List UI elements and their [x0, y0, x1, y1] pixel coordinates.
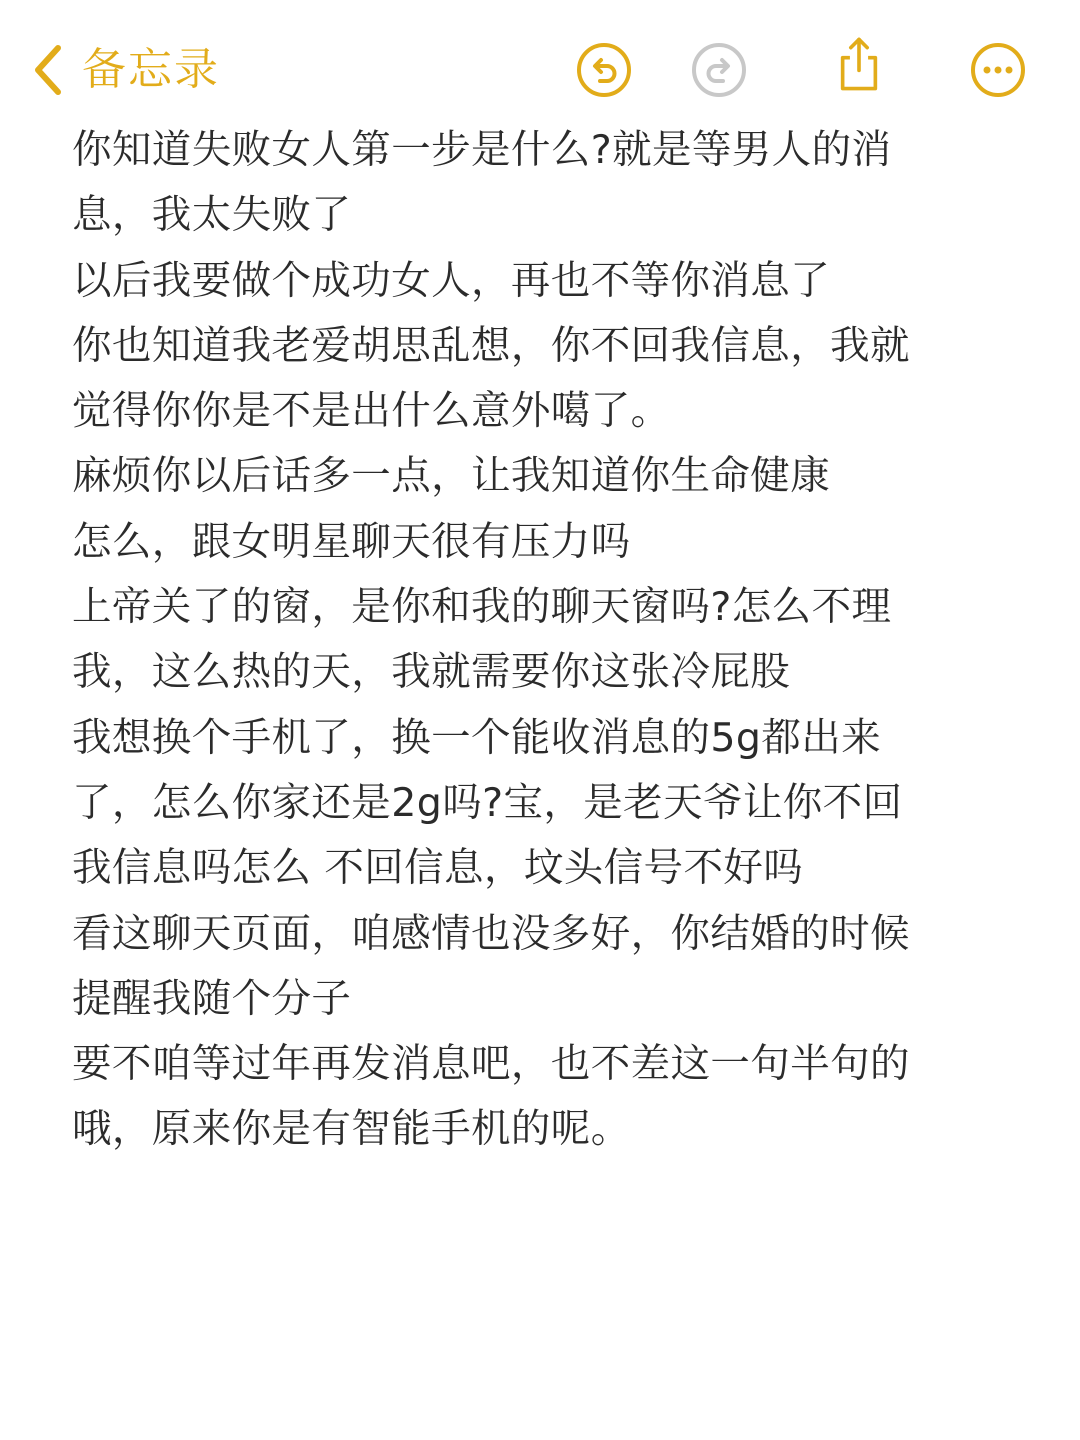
note-line: 麻烦你以后话多一点，让我知道你生命健康 — [72, 453, 831, 500]
note-body[interactable] — [72, 118, 1012, 1163]
note-line: 要不咱等过年再发消息吧，也不差这一句半句的 — [72, 1041, 910, 1088]
back-label: 备忘录 — [82, 44, 220, 95]
note-line: 上帝关了的窗，是你和我的聊天窗吗?怎么不理 — [72, 584, 892, 631]
note-line: 以后我要做个成功女人，再也不等你消息了 — [72, 257, 831, 304]
note-line: 觉得你你是不是出什么意外噶了。 — [72, 388, 671, 435]
back-button[interactable] — [28, 38, 220, 102]
note-line: 了，怎么你家还是2g吗?宝，是老天爷让你不回 — [72, 779, 903, 826]
undo-button[interactable] — [574, 40, 634, 100]
note-line: 提醒我随个分子 — [72, 975, 352, 1022]
note-line: 我想换个手机了，换一个能收消息的5g都出来 — [72, 714, 882, 761]
note-line: 息，我太失败了 — [72, 192, 352, 239]
note-line: 你知道失败女人第一步是什么?就是等男人的消 — [72, 127, 892, 173]
note-line: 怎么，跟女明星聊天很有压力吗 — [72, 518, 631, 565]
more-button[interactable] — [968, 40, 1028, 100]
navigation-bar — [0, 0, 1080, 130]
redo-button[interactable] — [689, 40, 749, 100]
note-line: 看这聊天页面，咱感情也没多好，你结婚的时候 — [72, 910, 910, 957]
share-button[interactable] — [829, 34, 889, 94]
note-line: 你也知道我老爱胡思乱想，你不回我信息，我就 — [72, 322, 910, 369]
note-line: 我信息吗怎么 不回信息，坟头信号不好吗 — [72, 845, 804, 892]
note-line: 我，这么热的天，我就需要你这张冷屁股 — [72, 649, 791, 696]
more-icon — [968, 40, 1028, 100]
note-line: 哦，原来你是有智能手机的呢。 — [72, 1106, 631, 1153]
share-icon — [829, 34, 889, 94]
redo-icon — [689, 40, 749, 100]
undo-icon — [574, 40, 634, 100]
chevron-left-icon — [28, 40, 68, 100]
